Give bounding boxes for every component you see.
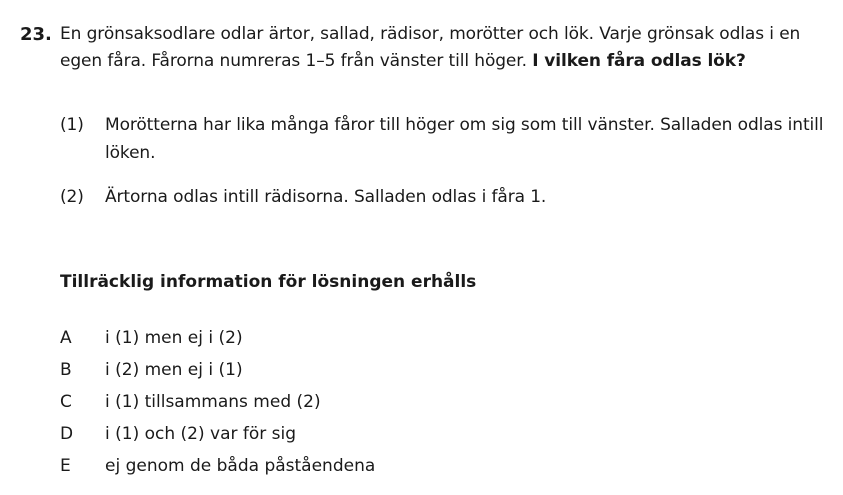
option-c-letter: C [60, 392, 72, 412]
option-d[interactable] [60, 418, 760, 450]
option-e-letter: E [60, 456, 71, 476]
options-heading: Tillräcklig information för lösningen erhålls [60, 272, 477, 292]
answer-options [60, 322, 760, 482]
option-a[interactable] [60, 322, 760, 354]
question-body: En grönsaksodlare odlar ärtor, sallad, rädisor, morötter och lök. Varje grönsak odlas i en egen fåra. Fårorna numreras 1–5 från vänster till höger. [60, 24, 801, 71]
statement-1 [60, 111, 830, 167]
option-c[interactable] [60, 386, 760, 418]
statement-2-number: (2) [60, 187, 84, 207]
statement-1-number: (1) [60, 115, 84, 135]
option-b-text: i (2) men ej i (1) [105, 360, 243, 380]
option-b-letter: B [60, 360, 72, 380]
option-d-letter: D [60, 424, 74, 444]
option-c-text: i (1) tillsammans med (2) [105, 392, 321, 412]
statement-2 [60, 183, 830, 211]
option-e-text: ej genom de båda påståendena [105, 456, 376, 476]
option-a-text: i (1) men ej i (2) [105, 328, 243, 348]
option-e[interactable] [60, 450, 760, 482]
question-number: 23. [20, 24, 52, 45]
statement-2-text: Ärtorna odlas intill rädisorna. Salladen odlas i fåra 1. [105, 187, 547, 207]
statement-1-text: Morötterna har lika många fåror till höger om sig som till vänster. Salladen odlas intill löken. [105, 115, 824, 163]
option-a-letter: A [60, 328, 72, 348]
option-b[interactable] [60, 354, 760, 386]
option-d-text: i (1) och (2) var för sig [105, 424, 297, 444]
question-prompt: I vilken fåra odlas lök? [532, 51, 746, 71]
question-text [60, 21, 835, 75]
